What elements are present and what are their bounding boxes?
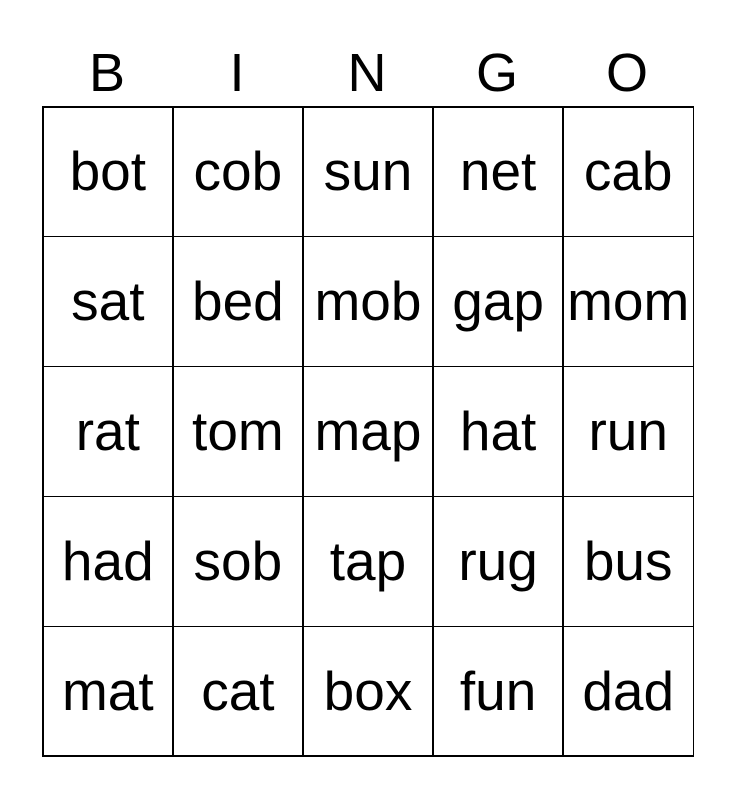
bingo-header-letter-g: G xyxy=(475,43,519,103)
bingo-cell-r4c1[interactable]: had xyxy=(44,497,173,625)
bingo-cell-r4c2[interactable]: sob xyxy=(174,497,303,625)
bingo-cell-r2c2[interactable]: bed xyxy=(174,237,303,365)
bingo-cell-r4c4[interactable]: rug xyxy=(434,497,563,625)
bingo-cell-r2c4[interactable]: gap xyxy=(434,237,563,365)
bingo-cell-r2c3[interactable]: mob xyxy=(304,237,433,365)
bingo-header xyxy=(0,0,736,106)
bingo-cell-r5c5[interactable]: dad xyxy=(564,627,693,755)
bingo-cell-r5c2[interactable]: cat xyxy=(174,627,303,755)
bingo-header-letter-i: I xyxy=(229,43,245,103)
bingo-cell-r3c3[interactable]: map xyxy=(304,367,433,495)
bingo-cell-r4c3[interactable]: tap xyxy=(304,497,433,625)
bingo-cell-r3c5[interactable]: run xyxy=(564,367,693,495)
bingo-cell-r1c4[interactable]: net xyxy=(434,108,563,236)
bingo-cell-r1c2[interactable]: cob xyxy=(174,108,303,236)
bingo-cell-r3c1[interactable]: rat xyxy=(44,367,173,495)
bingo-cell-r2c1[interactable]: sat xyxy=(44,237,173,365)
bingo-cell-r3c4[interactable]: hat xyxy=(434,367,563,495)
bingo-cell-r3c2[interactable]: tom xyxy=(174,367,303,495)
bingo-cell-r5c1[interactable]: mat xyxy=(44,627,173,755)
bingo-cell-r4c5[interactable]: bus xyxy=(564,497,693,625)
bingo-grid xyxy=(42,106,694,757)
bingo-header-letter-n: N xyxy=(347,43,387,103)
bingo-header-letter-o: O xyxy=(605,43,649,103)
bingo-header-letter-b: B xyxy=(88,43,126,103)
bingo-cell-r1c3[interactable]: sun xyxy=(304,108,433,236)
bingo-cell-r1c5[interactable]: cab xyxy=(564,108,693,236)
bingo-cell-r2c5[interactable]: mom xyxy=(564,237,693,365)
bingo-cell-r1c1[interactable]: bot xyxy=(44,108,173,236)
bingo-cell-r5c4[interactable]: fun xyxy=(434,627,563,755)
bingo-cell-r5c3[interactable]: box xyxy=(304,627,433,755)
